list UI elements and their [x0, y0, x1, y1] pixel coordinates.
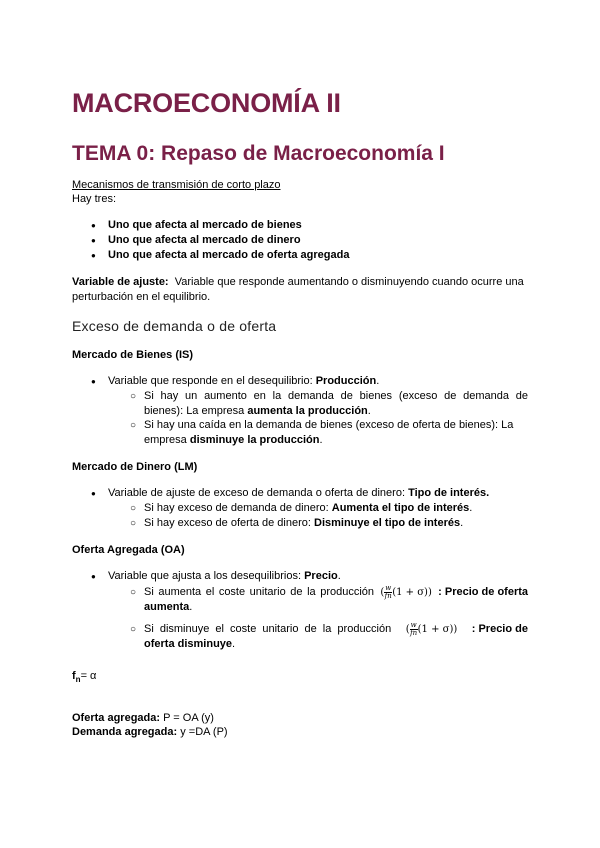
- demanda-agregada-label: Demanda agregada:: [72, 726, 178, 738]
- intro-item: ● Uno que afecta al mercado de oferta agregada: [108, 248, 349, 263]
- oferta-bullet-end: .: [337, 570, 341, 582]
- dinero-sub2-text: Si hay exceso de oferta de dinero:: [144, 517, 314, 529]
- dinero-sub1-end: .: [469, 502, 473, 514]
- dinero-bullet: [108, 486, 489, 501]
- bienes-sub2: [144, 418, 528, 448]
- bienes-sub2-line2: empresa: [144, 434, 190, 446]
- document-subtitle: TEMA 0: Repaso de Macroeconomía I: [72, 142, 445, 165]
- bienes-sub2-bold: disminuye la producción: [189, 434, 320, 446]
- bienes-sub2-line1: ○ Si hay una caída en la demanda de bienes (exceso de oferta de bienes): La: [144, 419, 514, 431]
- ajuste-line2: perturbación en el equilibrio.: [72, 291, 211, 303]
- fn-base: f: [72, 670, 76, 682]
- formula-numerator: w: [410, 621, 417, 629]
- bienes-bullet-end: .: [376, 375, 380, 387]
- fn-rest: = α: [80, 670, 97, 682]
- document-title: MACROECONOMÍA II: [72, 88, 341, 118]
- oferta-heading: Oferta Agregada (OA): [72, 544, 185, 556]
- oferta-sub1-bold: : Precio de oferta: [438, 586, 528, 598]
- fn-formula: [72, 669, 96, 687]
- bienes-bullet-bold: Producción: [315, 375, 377, 387]
- oferta-sub1-text: ○ Si aumenta el coste unitario de la producción: [144, 586, 375, 598]
- oferta-sub2-end: .: [232, 638, 236, 650]
- bienes-sub1-line1: ○ Si hay un aumento en la demanda de bienes (exceso de demanda de: [144, 390, 528, 402]
- oferta-bullet-bold: Precio: [304, 570, 338, 582]
- bienes-sub1-bold: aumenta la producción: [247, 405, 368, 417]
- formula-denominator: fn: [384, 592, 392, 600]
- oferta-agregada-label: Oferta agregada:: [72, 712, 161, 724]
- oferta-sub2: [144, 622, 528, 652]
- fn-sub: n: [75, 675, 81, 685]
- oferta-bullet-text: Variable que ajusta a los desequilibrios:: [108, 570, 305, 582]
- oferta-sub2-bold: : Precio de: [471, 623, 528, 635]
- oferta-sub2-bold-2: oferta disminuye: [144, 638, 233, 650]
- section-heading: Exceso de demanda o de oferta: [72, 318, 277, 334]
- intro-item: ● Uno que afecta al mercado de dinero: [108, 233, 301, 248]
- formula-denominator: fn: [410, 629, 418, 637]
- dinero-sub2: [144, 516, 463, 531]
- oferta-sub1-bold-2: aumenta: [144, 601, 190, 613]
- intro-item: ● Uno que afecta al mercado de bienes: [108, 218, 302, 233]
- bienes-heading: Mercado de Bienes (IS): [72, 349, 194, 361]
- bienes-sub1: [144, 389, 528, 419]
- oferta-bullet: [108, 569, 341, 584]
- bienes-sub1-end: .: [367, 405, 371, 417]
- ajuste-label: Variable de ajuste:: [72, 276, 169, 288]
- bienes-bullet-text: Variable que responde en el desequilibrio:: [108, 375, 316, 387]
- oferta-sub2-text: ○ Si disminuye el coste unitario de la producción: [144, 623, 392, 635]
- oferta-agregada-value: P = OA (y): [160, 712, 214, 724]
- dinero-heading: Mercado de Dinero (LM): [72, 461, 198, 473]
- intro-heading: Mecanismos de transmisión de corto plazo: [72, 179, 281, 191]
- dinero-bullet-text: Variable de ajuste de exceso de demanda o oferta de dinero:: [108, 487, 409, 499]
- demanda-agregada-value: y =DA (P): [177, 726, 228, 738]
- dinero-sub2-end: .: [460, 517, 464, 529]
- oferta-sub1: [144, 585, 528, 615]
- formula-numerator: w: [385, 584, 392, 592]
- dinero-bullet-bold: Tipo de interés.: [408, 487, 490, 499]
- bienes-sub1-line2: bienes): La empresa: [144, 405, 248, 417]
- dinero-sub1-text: Si hay exceso de demanda de dinero:: [144, 502, 332, 514]
- formula-rest: (1 + σ): [417, 624, 454, 635]
- cost-formula: ( $\frac{w}{fn}$ (1 + σ)): [380, 584, 432, 600]
- demanda-agregada-line: [72, 725, 228, 740]
- ajuste-line1: Variable que responde aumentando o disminuyendo cuando ocurre una: [174, 276, 524, 288]
- dinero-sub1: [144, 501, 472, 516]
- intro-text: Hay tres:: [72, 193, 117, 205]
- dinero-sub2-bold: Disminuye el tipo de interés: [314, 517, 461, 529]
- oferta-agregada-line: [72, 711, 214, 726]
- bienes-bullet: [108, 374, 379, 389]
- formula-rest: (1 + σ): [392, 587, 428, 598]
- ajuste-paragraph: [72, 275, 532, 305]
- bienes-sub2-end: .: [319, 434, 323, 446]
- cost-formula: ( $\frac{w}{fn}$ (1 + σ)): [405, 621, 458, 637]
- dinero-sub1-bold: Aumenta el tipo de interés: [331, 502, 470, 514]
- oferta-sub1-end: .: [189, 601, 193, 613]
